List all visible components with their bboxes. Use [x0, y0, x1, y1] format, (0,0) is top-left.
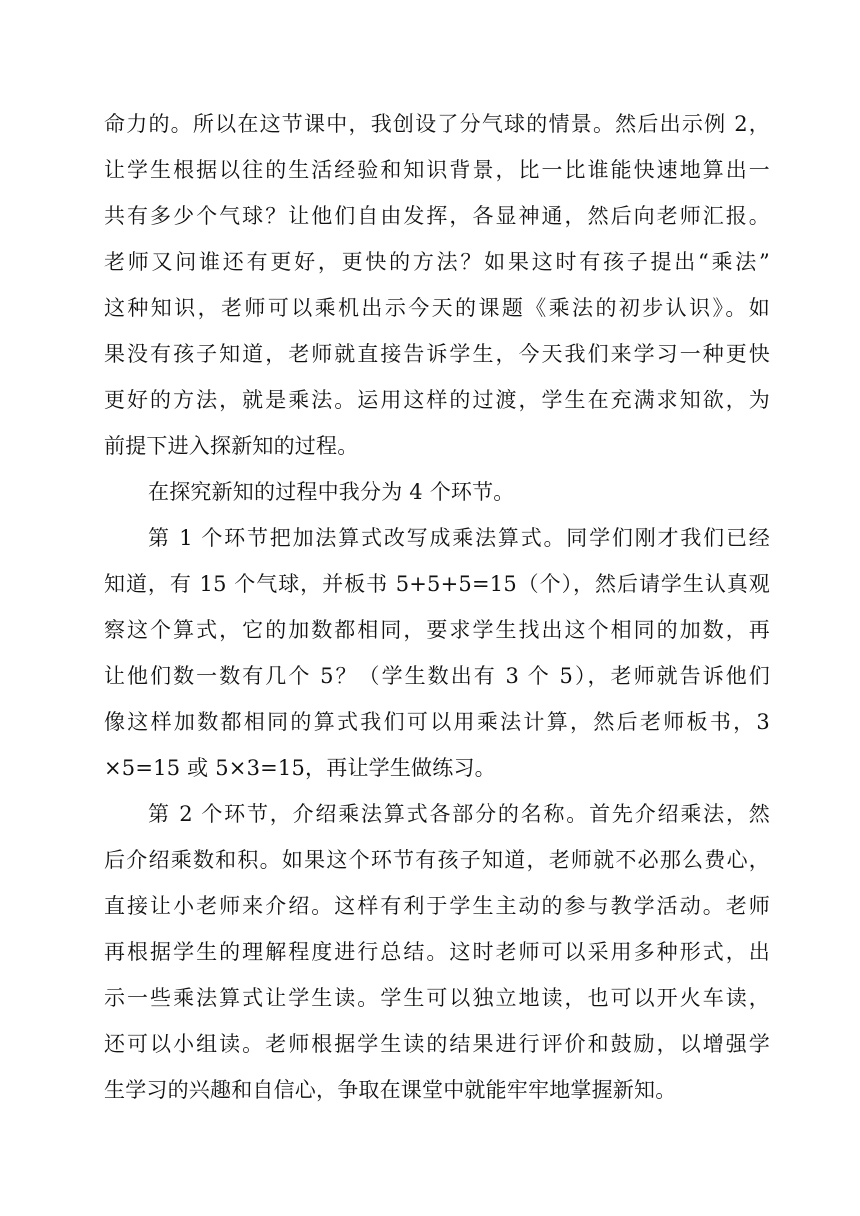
text-line: 共有多少个气球？让他们自由发挥，各显神通，然后向老师汇报。	[104, 204, 770, 228]
text-line: 后介绍乘数和积。如果这个环节有孩子知道，老师就不必那么费心，	[104, 848, 770, 872]
text-line: 更好的方法，就是乘法。运用这样的过渡，学生在充满求知欲，为	[104, 388, 770, 412]
text-line: 果没有孩子知道，老师就直接告诉学生，今天我们来学习一种更快	[104, 342, 770, 366]
text-line: 让学生根据以往的生活经验和知识背景，比一比谁能快速地算出一	[104, 158, 770, 182]
paragraph-first-line: 第 1 个环节把加法算式改写成乘法算式。同学们刚才我们已经	[148, 526, 770, 550]
paragraph-end-line: ×5=15 或 5×3=15，再让学生做练习。	[104, 756, 496, 780]
text-line: 这种知识，老师可以乘机出示今天的课题《乘法的初步认识》。如	[104, 296, 770, 320]
text-line: 察这个算式，它的加数都相同，要求学生找出这个相同的加数，再	[104, 618, 770, 642]
paragraph-end-line: 前提下进入探新知的过程。	[104, 434, 359, 458]
text-line: 老师又问谁还有更好，更快的方法？如果这时有孩子提出“乘法”	[104, 250, 770, 274]
text-line: 直接让小老师来介绍。这样有利于学生主动的参与教学活动。老师	[104, 894, 770, 918]
paragraph-first-line: 第 2 个环节，介绍乘法算式各部分的名称。首先介绍乘法，然	[148, 802, 770, 826]
paragraph-line: 在探究新知的过程中我分为 4 个环节。	[148, 480, 515, 504]
text-line: 示一些乘法算式让学生读。学生可以独立地读，也可以开火车读，	[104, 986, 770, 1010]
paragraph-end-line: 生学习的兴趣和自信心，争取在课堂中就能牢牢地掌握新知。	[104, 1078, 677, 1102]
text-line: 命力的。所以在这节课中，我创设了分气球的情景。然后出示例 2，	[104, 112, 770, 136]
text-line: 再根据学生的理解程度进行总结。这时老师可以采用多种形式，出	[104, 940, 770, 964]
text-line: 让他们数一数有几个 5？（学生数出有 3 个 5），老师就告诉他们	[104, 664, 770, 688]
text-line: 像这样加数都相同的算式我们可以用乘法计算，然后老师板书，3	[104, 710, 770, 734]
text-line: 还可以小组读。老师根据学生读的结果进行评价和鼓励，以增强学	[104, 1032, 770, 1056]
text-line: 知道，有 15 个气球，并板书 5+5+5=15（个），然后请学生认真观	[104, 572, 770, 596]
